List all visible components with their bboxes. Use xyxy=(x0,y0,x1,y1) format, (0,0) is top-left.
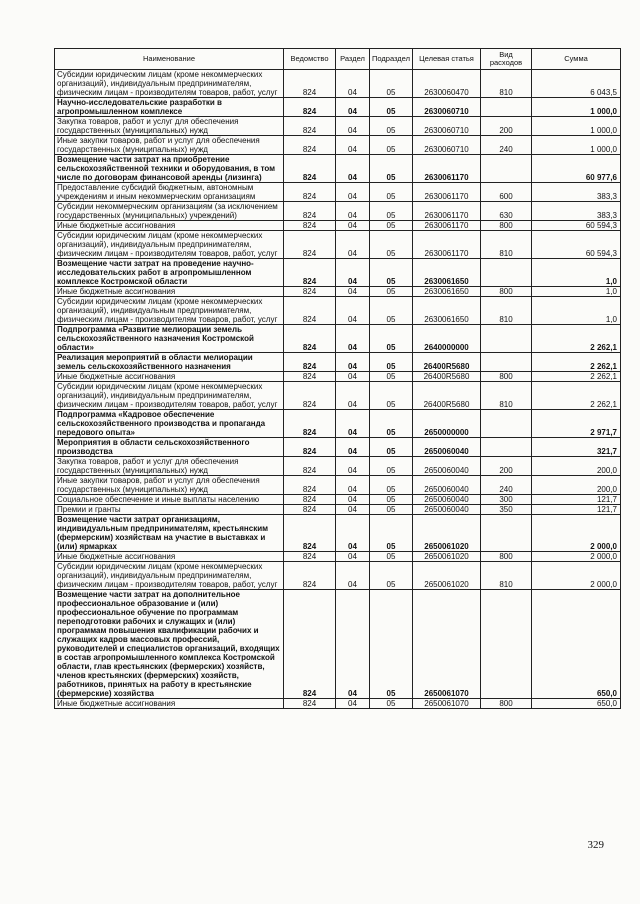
cell-subsection: 05 xyxy=(370,70,413,98)
cell-section: 04 xyxy=(336,382,370,410)
table-row xyxy=(55,515,621,552)
cell-amount: 1,0 xyxy=(532,297,621,325)
header-section: Раздел xyxy=(336,49,370,70)
cell-exp-type: 630 xyxy=(481,202,532,221)
cell-section: 04 xyxy=(336,410,370,438)
cell-dept: 824 xyxy=(284,136,336,155)
cell-name: Подпрограмма «Развитие мелиорации земель сельскохозяйственного назначения Костромской области» xyxy=(55,325,284,353)
table-row xyxy=(55,183,621,202)
cell-exp-type xyxy=(481,590,532,699)
cell-section: 04 xyxy=(336,457,370,476)
cell-subsection: 05 xyxy=(370,590,413,699)
cell-subsection: 05 xyxy=(370,183,413,202)
table-row xyxy=(55,382,621,410)
cell-dept: 824 xyxy=(284,590,336,699)
cell-exp-type: 810 xyxy=(481,562,532,590)
table-row xyxy=(55,410,621,438)
cell-target: 26400R5680 xyxy=(413,372,481,382)
cell-name: Реализация мероприятий в области мелиорации земель сельскохозяйственного назначения xyxy=(55,353,284,372)
cell-dept: 824 xyxy=(284,495,336,505)
cell-exp-type: 240 xyxy=(481,136,532,155)
cell-exp-type: 810 xyxy=(481,382,532,410)
cell-dept: 824 xyxy=(284,259,336,287)
cell-amount: 200,0 xyxy=(532,457,621,476)
cell-exp-type: 810 xyxy=(481,231,532,259)
cell-subsection: 05 xyxy=(370,552,413,562)
cell-dept: 824 xyxy=(284,699,336,709)
table-row xyxy=(55,259,621,287)
cell-exp-type: 800 xyxy=(481,287,532,297)
budget-table-container xyxy=(54,48,620,709)
table-row xyxy=(55,221,621,231)
cell-amount: 2 000,0 xyxy=(532,515,621,552)
table-row xyxy=(55,202,621,221)
cell-target: 2630061170 xyxy=(413,221,481,231)
cell-exp-type xyxy=(481,259,532,287)
table-row xyxy=(55,136,621,155)
cell-exp-type: 350 xyxy=(481,505,532,515)
cell-exp-type xyxy=(481,438,532,457)
table-body xyxy=(55,70,621,709)
cell-dept: 824 xyxy=(284,562,336,590)
cell-exp-type: 800 xyxy=(481,221,532,231)
cell-section: 04 xyxy=(336,353,370,372)
cell-amount: 2 000,0 xyxy=(532,562,621,590)
cell-amount: 2 262,1 xyxy=(532,372,621,382)
cell-dept: 824 xyxy=(284,117,336,136)
cell-dept: 824 xyxy=(284,505,336,515)
cell-target: 2650000000 xyxy=(413,410,481,438)
cell-amount: 321,7 xyxy=(532,438,621,457)
cell-section: 04 xyxy=(336,259,370,287)
cell-target: 2650061020 xyxy=(413,552,481,562)
table-row xyxy=(55,287,621,297)
cell-dept: 824 xyxy=(284,457,336,476)
cell-subsection: 05 xyxy=(370,297,413,325)
cell-exp-type xyxy=(481,98,532,117)
cell-amount: 2 262,1 xyxy=(532,382,621,410)
cell-section: 04 xyxy=(336,287,370,297)
cell-exp-type: 800 xyxy=(481,372,532,382)
table-row xyxy=(55,476,621,495)
cell-dept: 824 xyxy=(284,353,336,372)
cell-subsection: 05 xyxy=(370,562,413,590)
cell-dept: 824 xyxy=(284,372,336,382)
cell-name: Научно-исследовательские разработки в агропромышленном комплексе xyxy=(55,98,284,117)
cell-dept: 824 xyxy=(284,552,336,562)
page-number: 329 xyxy=(587,839,604,851)
cell-exp-type: 200 xyxy=(481,457,532,476)
cell-section: 04 xyxy=(336,221,370,231)
cell-dept: 824 xyxy=(284,70,336,98)
cell-section: 04 xyxy=(336,372,370,382)
cell-name: Иные бюджетные ассигнования xyxy=(55,372,284,382)
cell-dept: 824 xyxy=(284,476,336,495)
cell-target: 2650060040 xyxy=(413,476,481,495)
cell-exp-type: 800 xyxy=(481,552,532,562)
cell-name: Иные бюджетные ассигнования xyxy=(55,221,284,231)
cell-section: 04 xyxy=(336,476,370,495)
cell-exp-type: 200 xyxy=(481,117,532,136)
cell-name: Подпрограмма «Кадровое обеспечение сельскохозяйственного производства и пропаганда передового опыта» xyxy=(55,410,284,438)
cell-target: 2630060710 xyxy=(413,117,481,136)
cell-amount: 60 594,3 xyxy=(532,221,621,231)
cell-name: Субсидии некоммерческим организациям (за исключением государственных (муниципальных) учреждений) xyxy=(55,202,284,221)
table-row xyxy=(55,155,621,183)
cell-subsection: 05 xyxy=(370,457,413,476)
cell-section: 04 xyxy=(336,231,370,259)
cell-dept: 824 xyxy=(284,382,336,410)
header-exp-type: Вид расходов xyxy=(481,49,532,70)
header-name: Наименование xyxy=(55,49,284,70)
table-row xyxy=(55,353,621,372)
cell-section: 04 xyxy=(336,590,370,699)
table-row xyxy=(55,297,621,325)
cell-dept: 824 xyxy=(284,183,336,202)
cell-dept: 824 xyxy=(284,221,336,231)
cell-section: 04 xyxy=(336,70,370,98)
cell-subsection: 05 xyxy=(370,98,413,117)
cell-section: 04 xyxy=(336,297,370,325)
cell-name: Иные закупки товаров, работ и услуг для обеспечения государственных (муниципальных) нужд xyxy=(55,476,284,495)
cell-subsection: 05 xyxy=(370,202,413,221)
table-row xyxy=(55,562,621,590)
cell-name: Субсидии юридическим лицам (кроме некоммерческих организаций), индивидуальным предпринимателям, физическим лицам - производителям товаров, работ, услуг xyxy=(55,382,284,410)
table-row xyxy=(55,325,621,353)
cell-name: Возмещение части затрат организациям, индивидуальным предпринимателям, крестьянским (фермерским) хозяйствам на участие в выставках и (или) ярмарках xyxy=(55,515,284,552)
header-target: Целевая статья xyxy=(413,49,481,70)
cell-amount: 1,0 xyxy=(532,287,621,297)
cell-name: Предоставление субсидий бюджетным, автономным учреждениям и иным некоммерческим организациям xyxy=(55,183,284,202)
cell-exp-type xyxy=(481,515,532,552)
cell-name: Закупка товаров, работ и услуг для обеспечения государственных (муниципальных) нужд xyxy=(55,117,284,136)
cell-amount: 383,3 xyxy=(532,183,621,202)
cell-name: Субсидии юридическим лицам (кроме некоммерческих организаций), индивидуальным предпринимателям, физическим лицам - производителям товаров, работ, услуг xyxy=(55,231,284,259)
table-row xyxy=(55,231,621,259)
cell-name: Субсидии юридическим лицам (кроме некоммерческих организаций), индивидуальным предпринимателям, физическим лицам - производителям товаров, работ, услуг xyxy=(55,70,284,98)
cell-amount: 1 000,0 xyxy=(532,117,621,136)
cell-amount: 2 262,1 xyxy=(532,325,621,353)
cell-amount: 6 043,5 xyxy=(532,70,621,98)
table-row xyxy=(55,552,621,562)
table-header-row xyxy=(55,49,621,70)
cell-subsection: 05 xyxy=(370,495,413,505)
cell-subsection: 05 xyxy=(370,325,413,353)
cell-amount: 60 977,6 xyxy=(532,155,621,183)
cell-exp-type: 300 xyxy=(481,495,532,505)
cell-target: 2650061020 xyxy=(413,515,481,552)
cell-amount: 650,0 xyxy=(532,699,621,709)
cell-section: 04 xyxy=(336,98,370,117)
table-row xyxy=(55,117,621,136)
cell-subsection: 05 xyxy=(370,221,413,231)
cell-section: 04 xyxy=(336,505,370,515)
cell-target: 2630061650 xyxy=(413,259,481,287)
table-row xyxy=(55,98,621,117)
cell-dept: 824 xyxy=(284,155,336,183)
cell-amount: 1 000,0 xyxy=(532,136,621,155)
table-row xyxy=(55,699,621,709)
cell-subsection: 05 xyxy=(370,372,413,382)
cell-subsection: 05 xyxy=(370,505,413,515)
cell-amount: 121,7 xyxy=(532,505,621,515)
cell-amount: 650,0 xyxy=(532,590,621,699)
cell-subsection: 05 xyxy=(370,231,413,259)
header-amount: Сумма xyxy=(532,49,621,70)
cell-subsection: 05 xyxy=(370,382,413,410)
cell-exp-type: 810 xyxy=(481,297,532,325)
cell-subsection: 05 xyxy=(370,410,413,438)
cell-exp-type xyxy=(481,410,532,438)
cell-dept: 824 xyxy=(284,515,336,552)
cell-target: 2650060040 xyxy=(413,438,481,457)
cell-subsection: 05 xyxy=(370,699,413,709)
cell-name: Возмещение части затрат на приобретение сельскохозяйственной техники и оборудования, в том числе по договорам финансовой аренды (лизинга) xyxy=(55,155,284,183)
cell-target: 26400R5680 xyxy=(413,382,481,410)
table-row xyxy=(55,372,621,382)
cell-name: Субсидии юридическим лицам (кроме некоммерческих организаций), индивидуальным предпринимателям, физическим лицам - производителям товаров, работ, услуг xyxy=(55,297,284,325)
table-row xyxy=(55,438,621,457)
cell-section: 04 xyxy=(336,136,370,155)
cell-exp-type xyxy=(481,155,532,183)
table-row xyxy=(55,590,621,699)
cell-target: 2640000000 xyxy=(413,325,481,353)
cell-exp-type: 600 xyxy=(481,183,532,202)
cell-subsection: 05 xyxy=(370,515,413,552)
cell-target: 2650060040 xyxy=(413,457,481,476)
cell-amount: 2 000,0 xyxy=(532,552,621,562)
cell-target: 2650061070 xyxy=(413,699,481,709)
cell-target: 2630061170 xyxy=(413,183,481,202)
cell-target: 2650060040 xyxy=(413,505,481,515)
table-row xyxy=(55,505,621,515)
cell-subsection: 05 xyxy=(370,476,413,495)
cell-section: 04 xyxy=(336,562,370,590)
header-dept: Ведомство xyxy=(284,49,336,70)
header-subsection: Подраздел xyxy=(370,49,413,70)
cell-section: 04 xyxy=(336,183,370,202)
budget-table xyxy=(54,48,621,709)
cell-name: Субсидии юридическим лицам (кроме некоммерческих организаций), индивидуальным предпринимателям, физическим лицам - производителям товаров, работ, услуг xyxy=(55,562,284,590)
cell-exp-type xyxy=(481,353,532,372)
cell-dept: 824 xyxy=(284,410,336,438)
cell-section: 04 xyxy=(336,495,370,505)
cell-subsection: 05 xyxy=(370,353,413,372)
cell-name: Закупка товаров, работ и услуг для обеспечения государственных (муниципальных) нужд xyxy=(55,457,284,476)
cell-name: Возмещение части затрат на проведение научно-исследовательских работ в агропромышленном комплексе Костромской области xyxy=(55,259,284,287)
table-row xyxy=(55,70,621,98)
cell-section: 04 xyxy=(336,325,370,353)
table-row xyxy=(55,457,621,476)
cell-section: 04 xyxy=(336,117,370,136)
cell-dept: 824 xyxy=(284,287,336,297)
cell-name: Иные бюджетные ассигнования xyxy=(55,699,284,709)
cell-section: 04 xyxy=(336,515,370,552)
cell-name: Социальное обеспечение и иные выплаты населению xyxy=(55,495,284,505)
cell-name: Возмещение части затрат на дополнительное профессиональное образование и (или) профессиональное обучение по программам переподготовки рабочих и служащих и (или) программам повышения квалификации рабочих и служащих кадров массовых профессий, руководителей и специалистов организаций, входящих в состав агропромышленного комплекса Костромской области, глав крестьянских (фермерских) хозяйств, членов крестьянских (фермерских) хозяйств, работников, принятых на работу в крестьянские (фермерские) хозяйства xyxy=(55,590,284,699)
cell-subsection: 05 xyxy=(370,155,413,183)
cell-dept: 824 xyxy=(284,202,336,221)
cell-target: 2650061020 xyxy=(413,562,481,590)
cell-target: 2630061650 xyxy=(413,287,481,297)
cell-name: Иные закупки товаров, работ и услуг для обеспечения государственных (муниципальных) нужд xyxy=(55,136,284,155)
cell-exp-type xyxy=(481,325,532,353)
cell-exp-type: 810 xyxy=(481,70,532,98)
cell-subsection: 05 xyxy=(370,259,413,287)
cell-amount: 2 262,1 xyxy=(532,353,621,372)
cell-dept: 824 xyxy=(284,438,336,457)
cell-name: Мероприятия в области сельскохозяйственного производства xyxy=(55,438,284,457)
cell-target: 26400R5680 xyxy=(413,353,481,372)
cell-target: 2630061650 xyxy=(413,297,481,325)
cell-dept: 824 xyxy=(284,325,336,353)
cell-amount: 200,0 xyxy=(532,476,621,495)
cell-amount: 2 971,7 xyxy=(532,410,621,438)
cell-name: Иные бюджетные ассигнования xyxy=(55,552,284,562)
cell-dept: 824 xyxy=(284,297,336,325)
cell-exp-type: 240 xyxy=(481,476,532,495)
cell-amount: 1 000,0 xyxy=(532,98,621,117)
cell-target: 2630060470 xyxy=(413,70,481,98)
cell-target: 2650060040 xyxy=(413,495,481,505)
cell-subsection: 05 xyxy=(370,438,413,457)
cell-section: 04 xyxy=(336,155,370,183)
cell-section: 04 xyxy=(336,202,370,221)
cell-target: 2630061170 xyxy=(413,155,481,183)
table-row xyxy=(55,495,621,505)
cell-dept: 824 xyxy=(284,231,336,259)
cell-subsection: 05 xyxy=(370,287,413,297)
cell-section: 04 xyxy=(336,699,370,709)
cell-target: 2630060710 xyxy=(413,98,481,117)
cell-amount: 1,0 xyxy=(532,259,621,287)
cell-amount: 121,7 xyxy=(532,495,621,505)
cell-section: 04 xyxy=(336,552,370,562)
cell-amount: 60 594,3 xyxy=(532,231,621,259)
cell-dept: 824 xyxy=(284,98,336,117)
cell-target: 2650061070 xyxy=(413,590,481,699)
cell-exp-type: 800 xyxy=(481,699,532,709)
cell-name: Иные бюджетные ассигнования xyxy=(55,287,284,297)
cell-section: 04 xyxy=(336,438,370,457)
cell-subsection: 05 xyxy=(370,117,413,136)
cell-amount: 383,3 xyxy=(532,202,621,221)
cell-target: 2630061170 xyxy=(413,202,481,221)
cell-target: 2630061170 xyxy=(413,231,481,259)
cell-name: Премии и гранты xyxy=(55,505,284,515)
cell-target: 2630060710 xyxy=(413,136,481,155)
cell-subsection: 05 xyxy=(370,136,413,155)
